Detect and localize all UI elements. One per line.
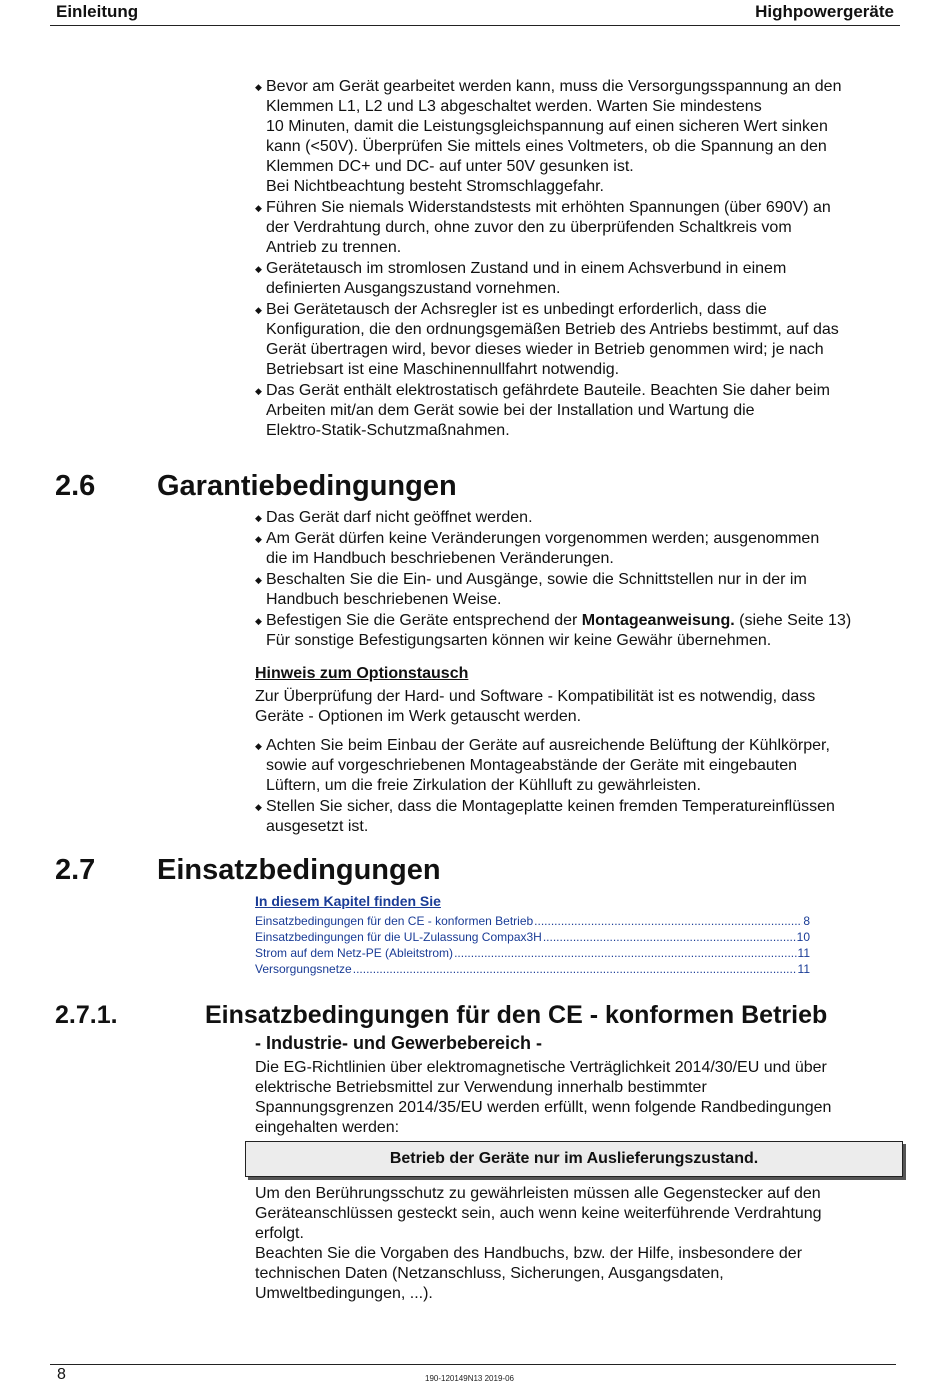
toc-entry[interactable] xyxy=(255,913,810,929)
ventilation-bullet-list xyxy=(255,736,905,837)
list-item xyxy=(255,77,905,197)
text-line: Um den Berührungsschutz zu gewährleisten müssen alle Gegenstecker auf den xyxy=(255,1185,821,1202)
bullet-line: Klemmen L1, L2 und L3 abgeschaltet werden. Warten Sie mindestens xyxy=(266,98,762,115)
toc-entry-title[interactable]: Einsatzbedingungen für den CE - konformen Betrieb xyxy=(255,914,534,928)
text-line: Geräteanschlüssen gesteckt sein, auch wenn keine weiterführende Verdrahtung xyxy=(255,1205,822,1222)
text-line: technischen Daten (Netzanschluss, Sicherungen, Ausgangsdaten, xyxy=(255,1265,724,1282)
section-number: 2.7 xyxy=(55,854,96,886)
list-item xyxy=(255,508,905,528)
mount-instruction-link: Montageanweisung. xyxy=(581,612,735,629)
toc-leader-dots xyxy=(534,913,802,929)
safety-bullet-list xyxy=(255,77,905,441)
toc-entry-page[interactable]: 8 xyxy=(803,914,810,928)
list-item xyxy=(255,797,905,837)
section-title: Einsatzbedingungen xyxy=(157,854,441,886)
list-item xyxy=(255,198,905,258)
bullet-line: ◆ Führen Sie niemals Widerstandstests mit erhöhten Spannungen (über 690V) an xyxy=(266,199,831,216)
bullet-line: Für sonstige Befestigungsarten können wir keine Gewähr übernehmen. xyxy=(266,632,772,649)
mount-bullet-list xyxy=(255,611,905,651)
text-line: Umweltbedingungen, ...). xyxy=(255,1285,433,1302)
list-item xyxy=(255,611,905,651)
page-number: 8 xyxy=(57,1366,66,1383)
list-item xyxy=(255,259,905,299)
bullet-line: Bei Nichtbeachtung besteht Stromschlaggefahr. xyxy=(266,178,604,195)
ce-followup-text xyxy=(255,1184,905,1304)
toc-entry-title[interactable]: Versorgungsnetze xyxy=(255,962,352,976)
notice-box xyxy=(245,1141,903,1177)
document-id: 190-120149N13 2019-06 xyxy=(425,1374,514,1383)
bullet-line: Lüftern, um die freie Zirkulation der Kühlluft zu gewährleisten. xyxy=(266,777,701,794)
bullet-line xyxy=(266,611,905,631)
bullet-line: die im Handbuch beschriebenen Veränderungen. xyxy=(266,550,614,567)
subsection-number: 2.7.1. xyxy=(55,1001,118,1029)
table-of-contents xyxy=(255,913,810,977)
bullet-line: ◆ Das Gerät darf nicht geöffnet werden. xyxy=(266,509,533,526)
bullet-line: ◆ Das Gerät enthält elektrostatisch gefährdete Bauteile. Beachten Sie daher beim xyxy=(266,382,830,399)
text-line: Spannungsgrenzen 2014/35/EU werden erfüllt, wenn folgende Randbedingungen xyxy=(255,1099,832,1116)
ce-intro-text xyxy=(255,1058,905,1138)
bullet-line: ◆ Beschalten Sie die Ein- und Ausgänge, sowie die Schnittstellen nur in der im xyxy=(266,571,807,588)
bullet-line: ◆ Stellen Sie sicher, dass die Montageplatte keinen fremden Temperatureinflüssen xyxy=(266,798,835,815)
text-line: Zur Überprüfung der Hard- und Software - Kompatibilität ist es notwendig, dass xyxy=(255,688,816,705)
subsection-title: Einsatzbedingungen für den CE - konformen Betrieb xyxy=(205,1001,828,1029)
header-product: Highpowergeräte xyxy=(755,2,894,21)
bullet-line: ◆ Gerätetausch im stromlosen Zustand und in einem Achsverbund in einem xyxy=(266,260,787,277)
bullet-line: ◆ Achten Sie beim Einbau der Geräte auf ausreichende Belüftung der Kühlkörper, xyxy=(266,737,830,754)
section-number: 2.6 xyxy=(55,470,96,502)
bullet-line: 10 Minuten, damit die Leistungsgleichspannung auf einen sicheren Wert sinken xyxy=(266,118,828,135)
bullet-line: Klemmen DC+ und DC- auf unter 50V gesunken ist. xyxy=(266,158,634,175)
toc-entry[interactable] xyxy=(255,929,810,945)
warranty-bullet-list xyxy=(255,508,905,610)
bullet-line: Elektro-Statik-Schutzmaßnahmen. xyxy=(266,422,510,439)
toc-title[interactable]: In diesem Kapitel finden Sie xyxy=(255,893,441,909)
bullet-line: Betriebsart ist eine Maschinennullfahrt notwendig. xyxy=(266,361,620,378)
bullet-line: der Verdrahtung durch, ohne zuvor den zu überprüfenden Schaltkreis vom xyxy=(266,219,792,236)
text-line: Geräte - Optionen im Werk getauscht werden. xyxy=(255,708,582,725)
bullet-line: ◆ Bei Gerätetausch der Achsregler ist es unbedingt erforderlich, dass die xyxy=(266,301,767,318)
footer-divider xyxy=(50,1364,896,1365)
bullet-line: ◆ Bevor am Gerät gearbeitet werden kann, muss die Versorgungsspannung an den xyxy=(266,78,842,95)
text-line: Die EG-Richtlinien über elektromagnetische Verträglichkeit 2014/30/EU und über xyxy=(255,1059,827,1076)
bullet-line: ausgesetzt ist. xyxy=(266,818,369,835)
toc-entry[interactable] xyxy=(255,945,810,961)
header-chapter: Einleitung xyxy=(56,2,139,21)
bullet-line: Gerät übertragen wird, bevor dieses wieder in Betrieb genommen wird; je nach xyxy=(266,341,824,358)
list-item xyxy=(255,570,905,610)
bullet-line: ◆ Am Gerät dürfen keine Veränderungen vorgenommen werden; ausgenommen xyxy=(266,530,820,547)
toc-entry-title[interactable]: Einsatzbedingungen für die UL-Zulassung Compax3H xyxy=(255,930,542,944)
bullet-line: kann (<50V). Überprüfen Sie mittels eines Voltmeters, ob die Spannung an den xyxy=(266,138,827,155)
mount-text-before: Befestigen Sie die Geräte entsprechend der xyxy=(266,612,582,629)
bullet-line: Antrieb zu trennen. xyxy=(266,239,402,256)
list-item xyxy=(255,300,905,380)
text-line: eingehalten werden: xyxy=(255,1119,400,1136)
hint-text xyxy=(255,687,905,727)
toc-entry-title[interactable]: Strom auf dem Netz-PE (Ableitstrom) xyxy=(255,946,454,960)
bullet-line: Handbuch beschriebenen Weise. xyxy=(266,591,502,608)
text-line: Beachten Sie die Vorgaben des Handbuchs, bzw. der Hilfe, insbesondere der xyxy=(255,1245,803,1262)
toc-entry[interactable] xyxy=(255,961,810,977)
page-header xyxy=(50,2,900,26)
notice-box-text: Betrieb der Geräte nur im Auslieferungszustand. xyxy=(389,1150,759,1167)
toc-entry-page[interactable]: 11 xyxy=(797,946,810,960)
list-item xyxy=(255,529,905,569)
section-title: Garantiebedingungen xyxy=(157,470,457,502)
bullet-line: Arbeiten mit/an dem Gerät sowie bei der Installation und Wartung die xyxy=(266,402,755,419)
toc-entry-page[interactable]: 10 xyxy=(796,930,810,944)
bullet-line: definierten Ausgangszustand vornehmen. xyxy=(266,280,561,297)
hint-title: Hinweis zum Optionstausch xyxy=(255,665,469,682)
warranty-conditions xyxy=(255,508,905,838)
subsection-subtitle: - Industrie- und Gewerbebereich - xyxy=(255,1033,543,1053)
list-item xyxy=(255,381,905,441)
toc-leader-dots xyxy=(543,929,796,945)
toc-leader-dots xyxy=(353,961,797,977)
toc-leader-dots xyxy=(454,945,796,961)
toc-entry-page[interactable]: 11 xyxy=(797,962,810,976)
text-line: erfolgt. xyxy=(255,1225,304,1242)
bullet-line: Konfiguration, die den ordnungsgemäßen Betrieb des Antriebs bestimmt, auf das xyxy=(266,321,839,338)
bullet-line: sowie auf vorgeschriebenen Montageabstände der Geräte mit eingebauten xyxy=(266,757,798,774)
text-line: elektrische Betriebsmittel zur Verwendung innerhalb bestimmter xyxy=(255,1079,707,1096)
safety-notes xyxy=(255,77,905,442)
list-item xyxy=(255,736,905,796)
mount-text-after: (siehe Seite 13) xyxy=(734,612,852,629)
